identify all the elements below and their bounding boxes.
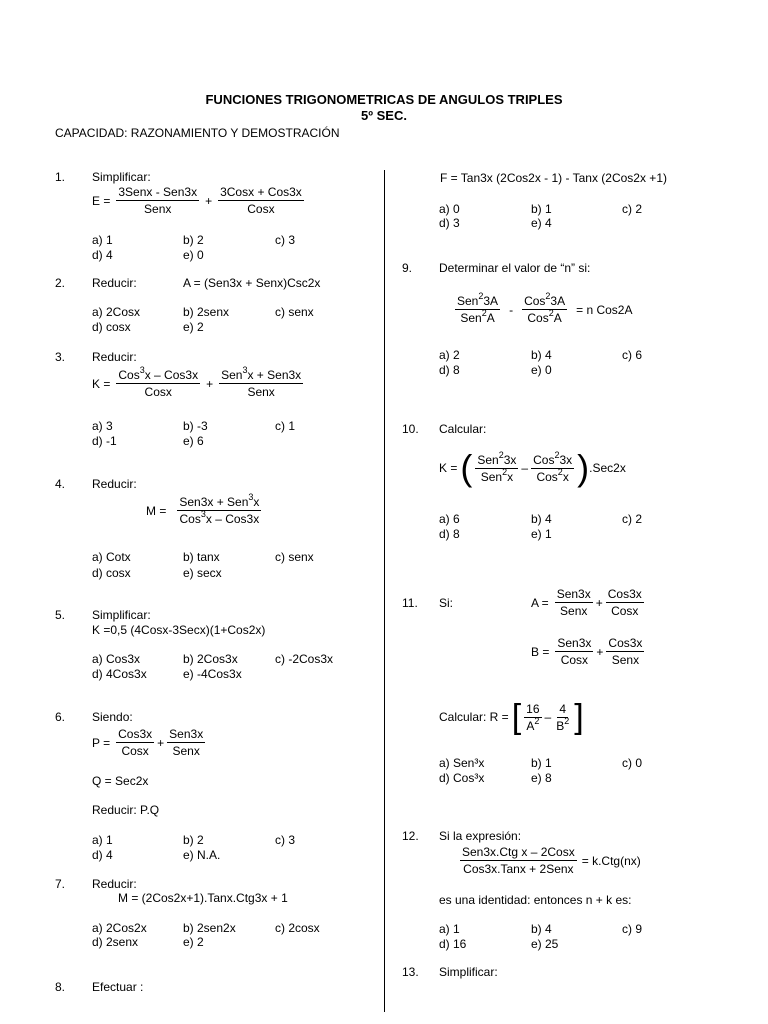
problem-number: 9. <box>402 261 413 275</box>
expression-a: A = Sen3x Senx + Cos3x Cosx <box>531 587 642 618</box>
left-paren: ( <box>460 447 473 488</box>
right-paren: ) <box>577 447 590 488</box>
fraction: 3Cosx + Cos3x Cosx <box>220 185 302 216</box>
problem-number: 3. <box>55 350 66 364</box>
problem-instruction: Determinar el valor de “n” si: <box>439 261 591 275</box>
option-e: e) secx <box>183 566 222 580</box>
expression: K = ( Sen$^2$3x Sen$^2$x – Cos$^2$3x Cos$^2$x ) .Sec2x <box>439 447 626 488</box>
problem-instruction: Simplificar: <box>439 965 498 979</box>
problem-number: 12. <box>402 829 419 843</box>
capacity-label: CAPACIDAD: RAZONAMIENTO Y DEMOSTRACIÓN <box>55 126 340 140</box>
fraction: Cos3x Senx <box>608 636 643 667</box>
fraction: Cos$^3$x – Cos3x Cosx <box>118 365 199 399</box>
option-e: e) 25 <box>531 937 559 951</box>
fraction: Cos3x Cosx <box>607 587 642 618</box>
option-d: d) 2senx <box>92 935 139 949</box>
problem-instruction: Siendo: <box>92 710 133 724</box>
fraction: Sen3x + Sen$^3$x Cos$^3$x – Cos3x <box>179 492 260 526</box>
expression-r: Calcular: R = [ 16 $A^2$ – 4 $B^2$ ] <box>439 698 584 736</box>
option-a: a) 1 <box>92 233 113 247</box>
fraction: Sen3x Senx <box>169 727 204 758</box>
option-c: c) 1 <box>275 419 296 433</box>
option-e: e) 2 <box>183 935 204 949</box>
option-b: b) tanx <box>183 550 220 564</box>
problem-number: 7. <box>55 877 66 891</box>
option-d: d) Cos³x <box>439 771 485 785</box>
option-b: b) 1 <box>531 756 552 770</box>
option-e: e) 4 <box>531 216 552 230</box>
fraction: Sen$^2$3x Sen$^2$x <box>477 449 517 484</box>
option-b: b) 2sen2x <box>183 921 236 935</box>
problem-number: 4. <box>55 477 66 491</box>
fraction: Sen3x.Ctg x – 2Cosx Cos3x.Tanx + 2Senx <box>462 845 575 876</box>
option-c: c) 0 <box>622 756 643 770</box>
option-a: a) 2 <box>439 348 460 362</box>
fraction: 3Senx - Sen3x Senx <box>118 185 198 216</box>
expression: F = Tan3x (2Cos2x - 1) - Tanx (2Cos2x +1) <box>440 171 667 185</box>
right-bracket: ] <box>574 698 584 736</box>
problem-number: 5. <box>55 608 66 622</box>
page-title: FUNCIONES TRIGONOMETRICAS DE ANGULOS TRIPLES <box>205 92 563 107</box>
option-b: b) 2senx <box>183 305 230 319</box>
option-b: b) -3 <box>183 419 208 433</box>
option-e: e) 6 <box>183 434 204 448</box>
column-divider <box>384 170 385 1012</box>
fraction: Sen$^2$3A Sen$^2$A <box>457 291 499 325</box>
option-c: c) 2 <box>622 202 643 216</box>
problem-number: 10. <box>402 422 419 436</box>
option-c: c) 2 <box>622 512 643 526</box>
expression: E = 3Senx - Sen3x Senx + 3Cosx + Cos3x Cosx <box>92 185 302 216</box>
option-e: e) 0 <box>183 248 204 262</box>
option-d: d) 4 <box>92 848 113 862</box>
option-c: c) senx <box>275 550 314 564</box>
expression: M = (2Cos2x+1).Tanx.Ctg3x + 1 <box>118 891 288 905</box>
problem-instruction: Reducir: <box>92 877 137 891</box>
option-d: d) 8 <box>439 527 460 541</box>
option-a: a) 1 <box>439 922 460 936</box>
option-d: d) cosx <box>92 566 131 580</box>
problem-number: 1. <box>55 170 66 184</box>
option-d: d) 4 <box>92 248 113 262</box>
option-c: c) 3 <box>275 233 296 247</box>
problem-instruction: Reducir: <box>92 477 137 491</box>
reduce-instruction: Reducir: P.Q <box>92 803 160 817</box>
option-a: a) 0 <box>439 202 460 216</box>
option-a: a) 6 <box>439 512 460 526</box>
problem-instruction: Reducir: <box>92 276 137 290</box>
option-d: d) 8 <box>439 363 460 377</box>
option-e: e) 0 <box>531 363 552 377</box>
expression: Sen$^2$3A Sen$^2$A - Cos$^2$3A Cos$^2$A = n Cos2A <box>457 291 633 325</box>
expression: K =0,5 (4Cosx-3Secx)(1+Cos2x) <box>92 623 266 637</box>
expression-b: B = Sen3x Cosx + Cos3x Senx <box>531 636 643 667</box>
option-b: b) 2Cos3x <box>183 652 238 666</box>
option-c: c) 6 <box>622 348 643 362</box>
option-d: d) -1 <box>92 434 117 448</box>
option-e: e) N.A. <box>183 848 221 862</box>
option-e: e) -4Cos3x <box>183 667 242 681</box>
problem-number: 6. <box>55 710 66 724</box>
fraction: 16 $A^2$ <box>526 701 540 733</box>
option-e: e) 2 <box>183 320 204 334</box>
expression: A = (Sen3x + Senx)Csc2x <box>183 276 321 290</box>
problem-instruction: Simplificar: <box>92 608 151 622</box>
problem-number: 2. <box>55 276 66 290</box>
option-d: d) 4Cos3x <box>92 667 147 681</box>
option-e: e) 8 <box>531 771 552 785</box>
option-b: b) 2 <box>183 833 204 847</box>
fraction: Sen$^3$x + Sen3x Senx <box>221 365 302 399</box>
option-a: a) Sen³x <box>439 756 485 770</box>
option-a: a) 3 <box>92 419 113 433</box>
expression: Sen3x.Ctg x – 2Cosx Cos3x.Tanx + 2Senx = k.Ctg(nx) <box>462 845 641 876</box>
problem-instruction: Si la expresión: <box>439 829 522 843</box>
expression: M = Sen3x + Sen$^3$x Cos$^3$x – Cos3x <box>146 492 260 526</box>
fraction: 4 $B^2$ <box>556 701 570 733</box>
option-a: a) Cos3x <box>92 652 141 666</box>
option-a: a) 2Cosx <box>92 305 141 319</box>
fraction: Sen3x Cosx <box>557 636 592 667</box>
fraction: Cos3x Cosx <box>118 727 153 758</box>
option-b: b) 4 <box>531 512 552 526</box>
problem-instruction: Reducir: <box>92 350 137 364</box>
option-c: c) 3 <box>275 833 296 847</box>
option-c: c) 9 <box>622 922 643 936</box>
expression: K = Cos$^3$x – Cos3x Cosx + Sen$^3$x + Sen3x Senx <box>92 365 302 399</box>
option-b: b) 4 <box>531 922 552 936</box>
fraction: Cos$^2$3x Cos$^2$x <box>533 449 573 484</box>
option-a: a) 2Cos2x <box>92 921 147 935</box>
fraction: Cos$^2$3A Cos$^2$A <box>524 291 566 325</box>
left-bracket: [ <box>511 698 522 736</box>
option-a: a) Cotx <box>92 550 131 564</box>
expression: P = Cos3x Cosx + Sen3x Senx <box>92 727 204 758</box>
problem-number: 13. <box>402 965 419 979</box>
problem-instruction: Calcular: <box>439 422 487 436</box>
option-d: d) 16 <box>439 937 467 951</box>
fraction: Sen3x Senx <box>556 587 591 618</box>
problem-instruction: Efectuar : <box>92 980 144 994</box>
expression-q: Q = Sec2x <box>92 774 149 788</box>
option-d: d) cosx <box>92 320 131 334</box>
option-b: b) 1 <box>531 202 552 216</box>
problem-instruction: Si: <box>439 596 454 610</box>
option-a: a) 1 <box>92 833 113 847</box>
option-d: d) 3 <box>439 216 460 230</box>
option-c: c) 2cosx <box>275 921 320 935</box>
option-c: c) senx <box>275 305 314 319</box>
problem-instruction: Simplificar: <box>92 170 151 184</box>
problem-number: 8. <box>55 980 66 994</box>
option-b: b) 2 <box>183 233 204 247</box>
grade-subtitle: 5º SEC. <box>361 108 407 123</box>
option-e: e) 1 <box>531 527 552 541</box>
problem-number: 11. <box>402 596 418 610</box>
option-c: c) -2Cos3x <box>275 652 334 666</box>
option-b: b) 4 <box>531 348 552 362</box>
identity-note: es una identidad: entonces n + k es: <box>439 893 632 907</box>
